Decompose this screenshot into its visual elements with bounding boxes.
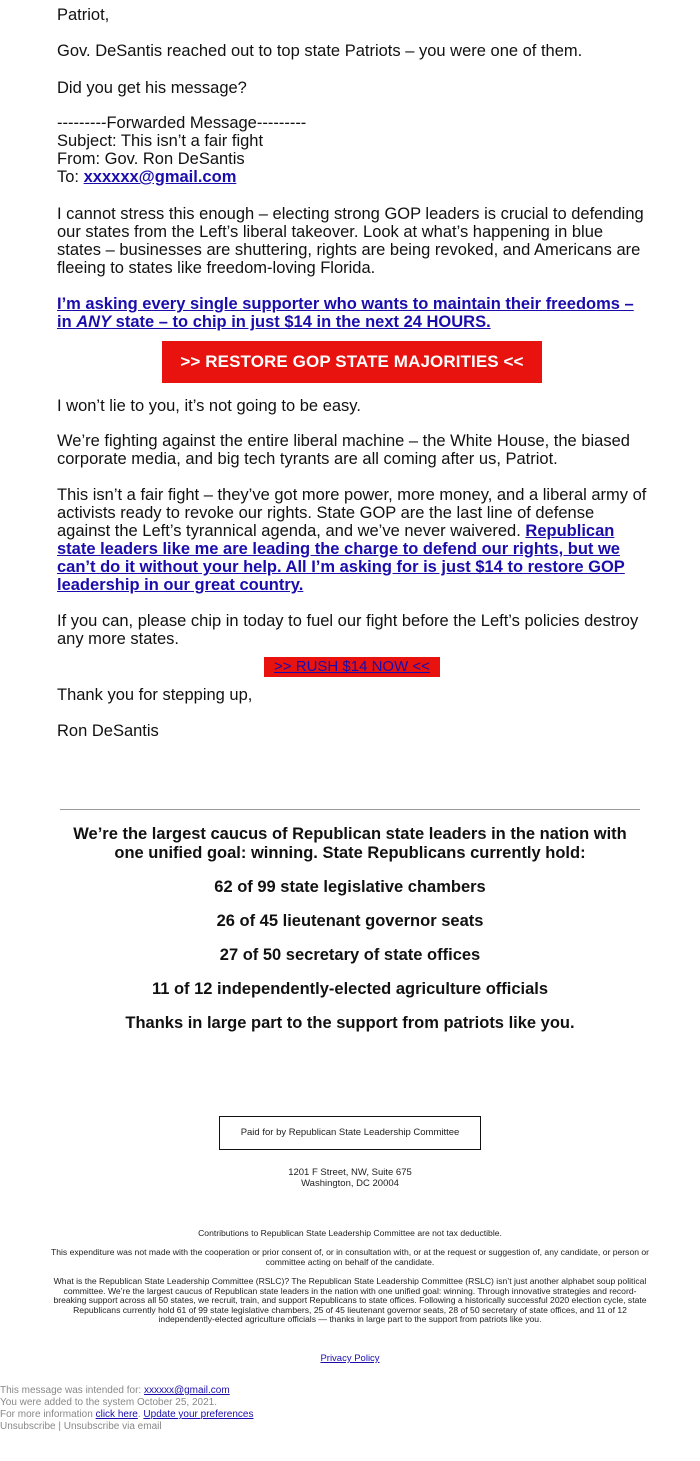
more-info-label: For more information: [0, 1409, 96, 1420]
greeting: Patriot,: [57, 6, 110, 24]
body-paragraph-4-text: This isn’t a fair fight – they’ve got more power, more money, and a liberal army of activists ready to revoke our rights. State GOP are the last line of defense against the Left’s tyrannical agenda, and we’ve never waivered.: [57, 486, 647, 540]
stat-item: 62 of 99 state legislative chambers: [214, 878, 486, 896]
intended-row: [0, 1385, 400, 1397]
intro-paragraph: Gov. DeSantis reached out to top state Patriots – you were one of them.: [57, 42, 583, 60]
ask-link-part2[interactable]: state – to chip in just $14 in the next 24 HOURS.: [111, 313, 491, 331]
forward-to-email-link[interactable]: xxxxxx@gmail.com: [83, 168, 237, 186]
rslc-stats: [50, 825, 650, 1033]
paid-for-box: [219, 1116, 481, 1150]
forward-to-label: To:: [57, 168, 84, 186]
forward-divider: ---------Forwarded Message---------: [57, 114, 307, 132]
question-paragraph: Did you get his message?: [57, 79, 247, 97]
stat-item: 27 of 50 secretary of state offices: [219, 946, 481, 964]
stat-item: 11 of 12 independently-elected agriculture officials: [151, 980, 549, 998]
stat-item: 26 of 45 lieutenant governor seats: [216, 912, 484, 930]
section-divider: [60, 809, 640, 810]
forward-to: [57, 168, 647, 186]
added-row: You were added to the system October 25, 2021.: [0, 1397, 217, 1408]
ask-link[interactable]: [57, 295, 634, 331]
paid-for-text: Paid for by Republican State Leadership Committee: [240, 1127, 460, 1138]
privacy-policy: [250, 1353, 450, 1364]
mailing-address: [200, 1167, 500, 1189]
republican-leaders-link[interactable]: Republican state leaders like me are leading the charge to defend our rights, but we can’t do it without your help. All I’m asking for is just $14 to restore GOP leadership in our great country.: [57, 522, 625, 594]
signature: Ron DeSantis: [57, 722, 159, 740]
ask-link-any[interactable]: ANY: [76, 313, 112, 331]
more-info-row: [0, 1409, 400, 1421]
rslc-intro: We’re the largest caucus of Republican state leaders in the nation with one unified goal: winning. State Republicans currently hold:: [73, 825, 627, 862]
cta-wrapper: [57, 341, 647, 383]
forwarded-header: [57, 114, 647, 186]
privacy-policy-link[interactable]: Privacy Policy: [320, 1353, 380, 1364]
body-paragraph-3: We’re fighting against the entire liberal machine – the White House, the biased corporate media, and big tech tyrants are all coming after us, Patriot.: [57, 432, 630, 468]
body-paragraph-2: I won’t lie to you, it’s not going to be easy.: [57, 397, 361, 415]
expenditure-note: This expenditure was not made with the cooperation or prior consent of, or in consultation with, or at the request or suggestion of, any candidate, or person or committee acting on behalf of the candidate.: [50, 1247, 650, 1267]
unsubscribe-email-link[interactable]: Unsubscribe via email: [63, 1421, 162, 1432]
body-paragraph-1: I cannot stress this enough – electing strong GOP leaders is crucial to defending our states from the Left’s liberal takeover. Look at what’s happening in blue states – businesses are shuttering, rights are being revoked, and Americans are fleeing to states like freedom-loving Florida.: [57, 205, 644, 277]
tax-note: Contributions to Republican State Leadership Committee are not tax deductible.: [198, 1228, 502, 1238]
about-rslc: What is the Republican State Leadership Committee (RSLC)? The Republican State Leadership Committee (RSLC) isn’t just another alphabet soup political committee. We’re the largest caucus of Republican state leaders in the nation with one unified goal: winning. Through innovative strategies and record-breaking support across all 50 states, we recruit, train, and support Republicans to state offices. Following a historically successful 2020 election cycle, state Republicans currently hold 61 of 99 state legislative chambers, 25 of 45 lieutenant governor seats, 28 of 50 secretary of state offices, and 11 of 12 independently-elected agriculture officials — thanks in large part to the support from patriots like you.: [53, 1276, 647, 1324]
update-preferences-link[interactable]: Update your preferences: [143, 1409, 254, 1420]
unsubscribe-row: [0, 1421, 400, 1433]
unsubscribe-link[interactable]: Unsubscribe: [0, 1421, 56, 1432]
signoff: Thank you for stepping up,: [57, 686, 253, 704]
rslc-thanks: Thanks in large part to the support from patriots like you.: [125, 1014, 575, 1032]
rush-14-button[interactable]: >> RUSH $14 NOW <<: [264, 657, 440, 677]
intended-email-link[interactable]: xxxxxx@gmail.com: [143, 1385, 230, 1396]
click-here-link[interactable]: click here: [95, 1409, 138, 1420]
intended-label: This message was intended for:: [0, 1385, 144, 1396]
restore-gop-button[interactable]: >> RESTORE GOP STATE MAJORITIES <<: [162, 341, 542, 383]
forward-subject: Subject: This isn’t a fair fight: [57, 132, 264, 150]
address-line-1: 1201 F Street, NW, Suite 675: [288, 1167, 412, 1178]
ask-link-part1[interactable]: I’m asking every single supporter who wants to maintain their freedoms – in: [57, 295, 634, 331]
more-info-separator: .: [137, 1409, 144, 1420]
list-trailer: [0, 1385, 400, 1433]
forward-from: From: Gov. Ron DeSantis: [57, 150, 245, 168]
body-paragraph-4: [57, 486, 647, 594]
body-paragraph-5: If you can, please chip in today to fuel our fight before the Left’s policies destroy any more states.: [57, 612, 639, 648]
ask-link-paragraph[interactable]: [57, 295, 647, 331]
address-line-2: Washington, DC 20004: [301, 1178, 399, 1189]
unsubscribe-pipe: |: [55, 1421, 64, 1432]
rush-wrapper: [57, 657, 647, 677]
